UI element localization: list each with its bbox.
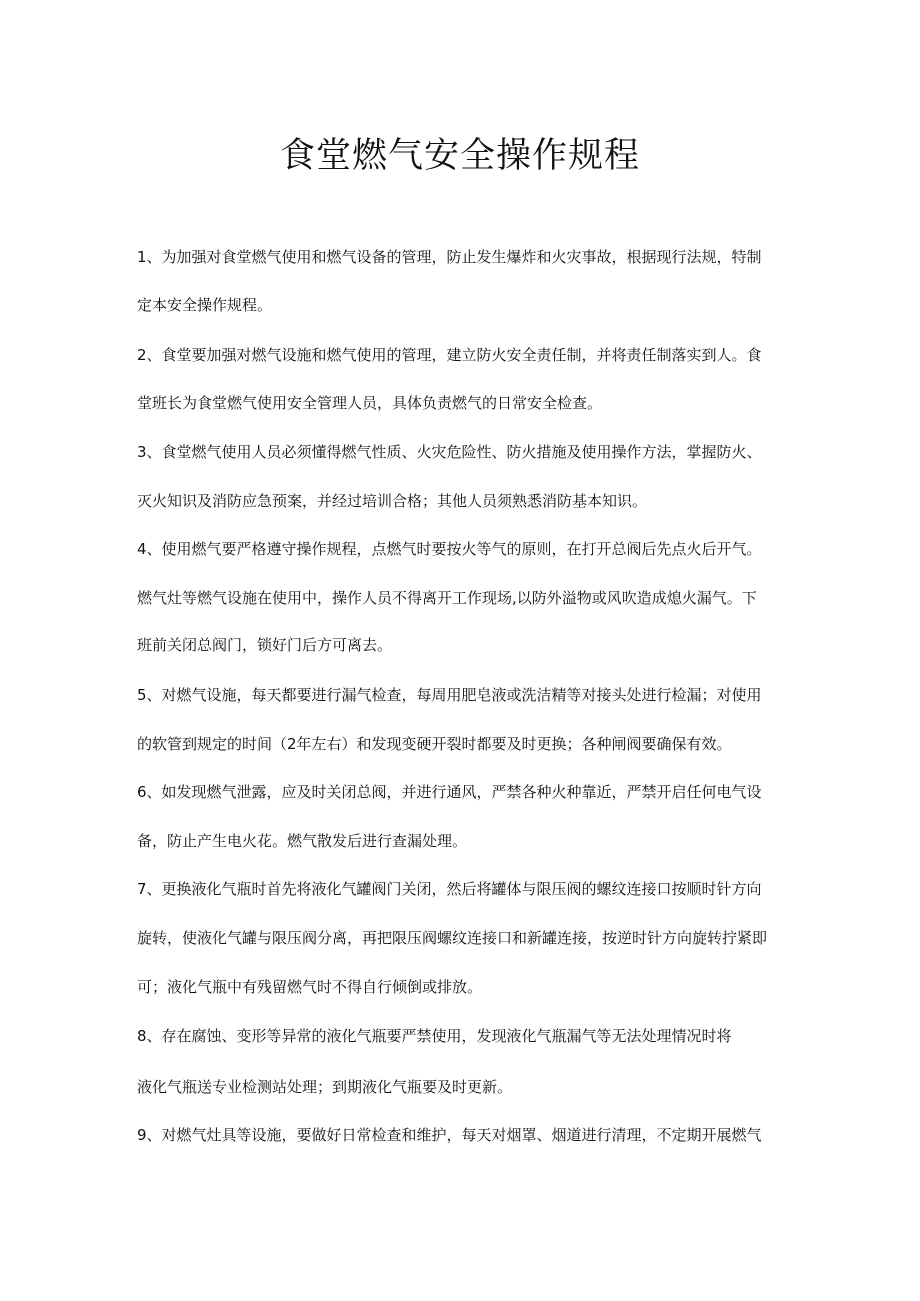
text-line: 备，防止产生电火花。燃气散发后进行查漏处理。 xyxy=(137,832,468,850)
text-line: 燃气灶等燃气设施在使用中，操作人员不得离开工作现场,以防外溢物或风吹造成熄火漏气。下 xyxy=(137,589,757,607)
text-line: 可；液化气瓶中有残留燃气时不得自行倾倒或排放。 xyxy=(137,978,483,996)
text-line: 2、食堂要加强对燃气设施和燃气使用的管理，建立防火安全责任制，并将责任制落实到人。食 xyxy=(137,346,762,364)
text-line: 4、使用燃气要严格遵守操作规程，点燃气时要按火等气的原则，在打开总阀后先点火后开气。 xyxy=(137,540,762,558)
text-line: 3、食堂燃气使用人员必须懂得燃气性质、火灾危险性、防火措施及使用操作方法，掌握防火、 xyxy=(137,443,762,461)
text-line: 6、如发现燃气泄露，应及时关闭总阀，并进行通风，严禁各种火种靠近，严禁开启任何电气设 xyxy=(137,783,762,801)
text-line: 灭火知识及消防应急预案，并经过培训合格；其他人员须熟悉消防基本知识。 xyxy=(137,492,648,510)
text-line: 8、存在腐蚀、变形等异常的液化气瓶要严禁使用，发现液化气瓶漏气等无法处理情况时将 xyxy=(137,1027,732,1045)
text-line: 班前关闭总阀门，锁好门后方可离去。 xyxy=(137,636,393,654)
text-line: 5、对燃气设施，每天都要进行漏气检查，每周用肥皂液或洗洁精等对接头处进行检漏；对使用 xyxy=(137,686,762,704)
text-line: 9、对燃气灶具等设施，要做好日常检查和维护，每天对烟罩、烟道进行清理，不定期开展燃气 xyxy=(137,1126,762,1144)
document-title: 食堂燃气安全操作规程 xyxy=(279,136,640,176)
text-line: 堂班长为食堂燃气使用安全管理人员，具体负责燃气的日常安全检查。 xyxy=(137,394,603,412)
text-line: 7、更换液化气瓶时首先将液化气罐阀门关闭，然后将罐体与限压阀的螺纹连接口按顺时针方向 xyxy=(137,880,762,898)
text-line: 液化气瓶送专业检测站处理；到期液化气瓶要及时更新。 xyxy=(137,1078,513,1096)
text-line: 定本安全操作规程。 xyxy=(137,296,273,314)
text-line: 旋转，使液化气罐与限压阀分离，再把限压阀螺纹连接口和新罐连接，按逆时针方向旋转拧紧即 xyxy=(137,929,768,947)
text-line: 1、为加强对食堂燃气使用和燃气设备的管理，防止发生爆炸和火灾事故，根据现行法规，特制 xyxy=(137,248,762,266)
text-line: 的软管到规定的时间（2年左右）和发现变硬开裂时都要及时更换；各种闸阀要确保有效。 xyxy=(137,735,732,753)
